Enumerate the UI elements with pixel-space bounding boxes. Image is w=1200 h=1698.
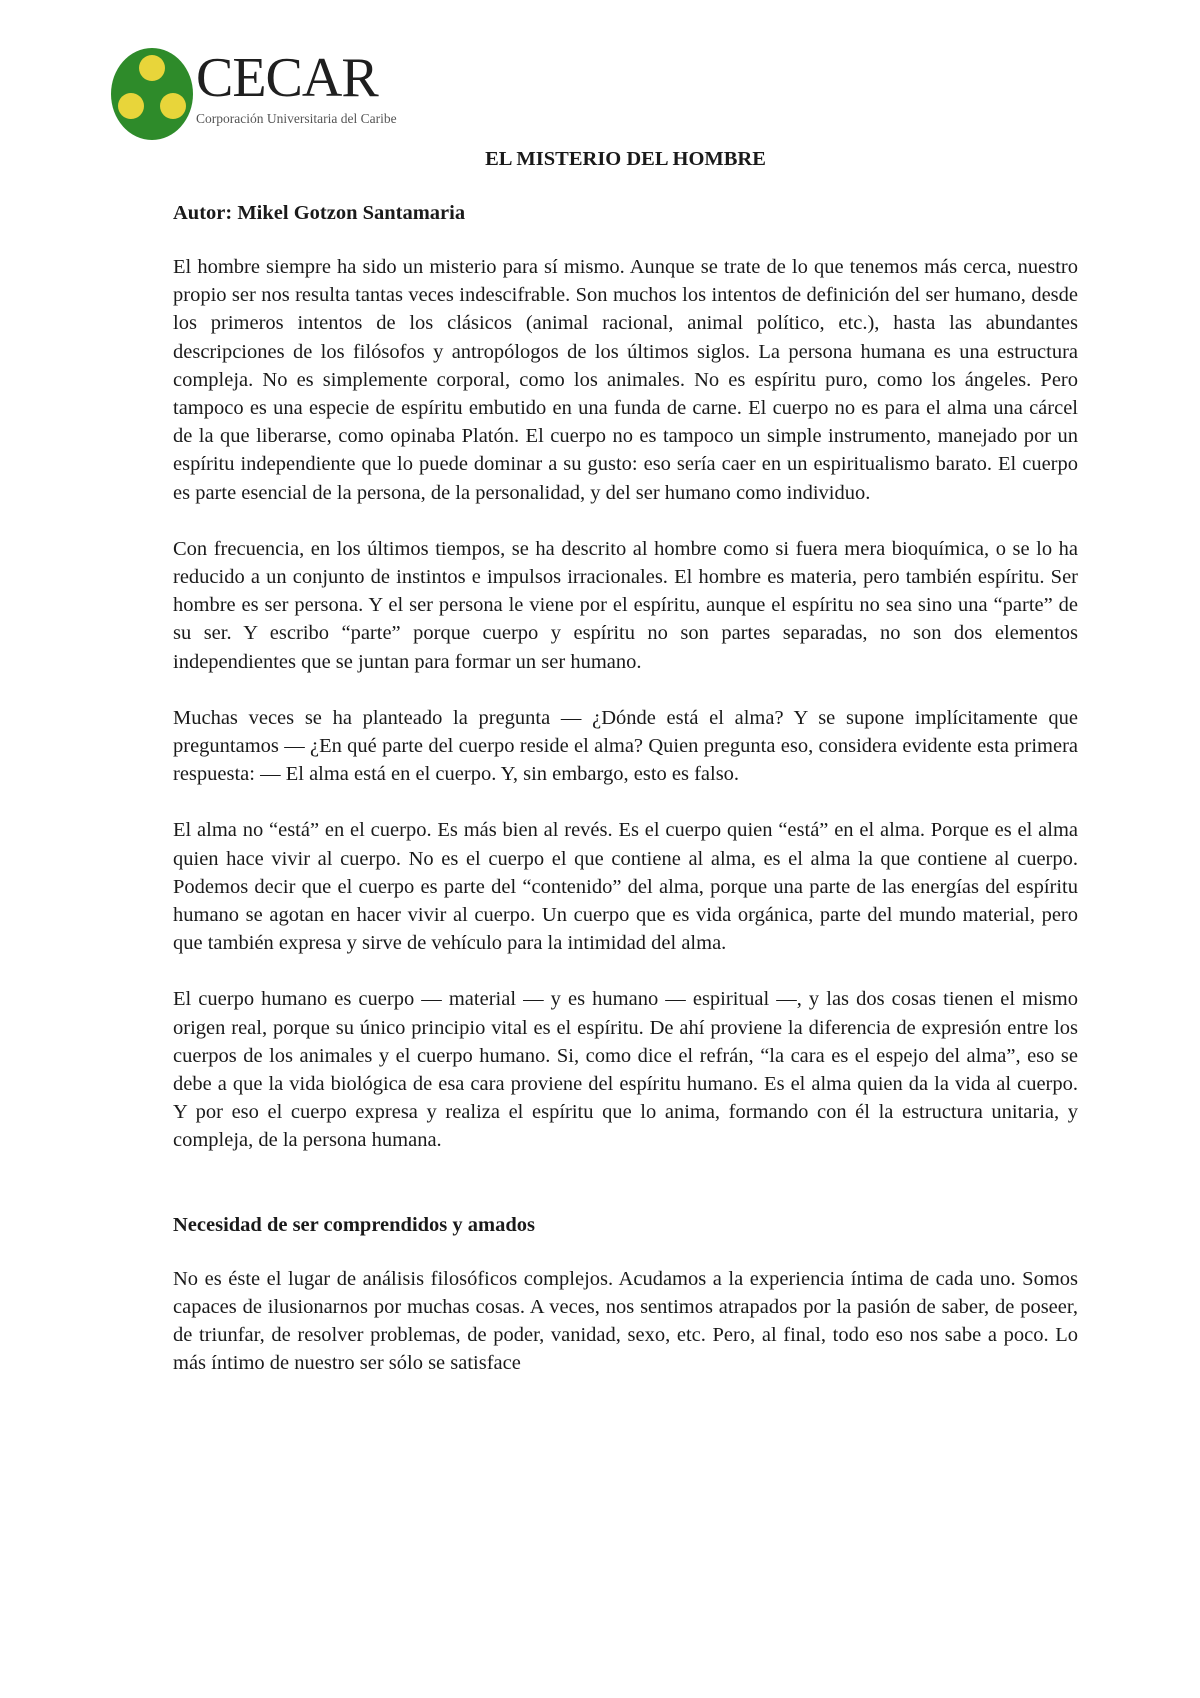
section-paragraph: No es éste el lugar de análisis filosóficos complejos. Acudamos a la experiencia íntima de cada uno. Somos capaces de ilusionarnos por muchas cosas. A veces, nos sentimos atrapados por la pasión de saber, de poseer, de triunfar, de resolver problemas, de poder, vanidad, sexo, etc. Pero, al final, todo eso nos sabe a poco. Lo más íntimo de nuestro ser sólo se satisface	[173, 1267, 1078, 1375]
paragraph-3: Muchas veces se ha planteado la pregunta — ¿Dónde está el alma? Y se supone implícitamente que preguntamos — ¿En qué parte del cuerpo reside el alma? Quien pregunta eso, considera evidente esta primera respuesta: — El alma está en el cuerpo. Y, sin embargo, esto es falso.	[173, 706, 1078, 786]
cecar-logo	[108, 44, 397, 144]
paragraph-2: Con frecuencia, en los últimos tiempos, se ha descrito al hombre como si fuera mera bioquímica, o se lo ha reducido a un conjunto de instintos e impulsos irracionales. El hombre es materia, pero también espíritu. Ser hombre es ser persona. Y el ser persona le viene por el espíritu, aunque el espíritu no sea sino una “parte” de su ser. Y escribo “parte” porque cuerpo y espíritu no son partes separadas, no son dos elementos independientes que se juntan para formar un ser humano.	[173, 537, 1078, 673]
paragraph-1: El hombre siempre ha sido un misterio para sí mismo. Aunque se trate de lo que tenemos más cerca, nuestro propio ser nos resulta tantas veces indescifrable. Son muchos los intentos de definición del ser humano, desde los primeros intentos de los clásicos (animal racional, animal político, etc.), hasta las abundantes descripciones de los filósofos y antropólogos de los últimos siglos. La persona humana es una estructura compleja. No es simplemente corporal, como los animales. No es espíritu puro, como los ángeles. Pero tampoco es una especie de espíritu embutido en una funda de carne. El cuerpo no es para el alma una cárcel de la que liberarse, como opinaba Platón. El cuerpo no es tampoco un simple instrumento, manejado por un espíritu independiente que lo puede dominar a su gusto: eso sería caer en un espiritualismo barato. El cuerpo es parte esencial de la persona, de la personalidad, y del ser humano como individuo.	[173, 256, 1078, 504]
document-title: EL MISTERIO DEL HOMBRE	[485, 148, 766, 170]
author-line: Autor: Mikel Gotzon Santamaria	[173, 202, 466, 224]
paragraph-5: El cuerpo humano es cuerpo — material — y es humano — espiritual —, y las dos cosas tienen el mismo origen real, porque su único principio vital es el espíritu. De ahí proviene la diferencia de expresión entre los cuerpos de los animales y el cuerpo humano. Si, como dice el refrán, “la cara es el espejo del alma”, eso se debe a que la vida biológica de esa cara proviene del espíritu humano. Es el alma quien da la vida al cuerpo. Y por eso el cuerpo expresa y realiza el espíritu que lo anima, formando con él la estructura unitaria, y compleja, de la persona humana.	[173, 988, 1078, 1152]
document-body	[173, 145, 1078, 1406]
paragraph-4: El alma no “está” en el cuerpo. Es más bien al revés. Es el cuerpo quien “está” en el alma. Porque es el alma quien hace vivir al cuerpo. No es el cuerpo el que contiene al alma, es el alma la que contiene al cuerpo. Podemos decir que el cuerpo es parte del “contenido” del alma, porque una parte de las energías del espíritu humano se agotan en hacer vivir al cuerpo. Un cuerpo que es vida orgánica, parte del mundo material, pero que también expresa y sirve de vehículo para la intimidad del alma.	[173, 819, 1078, 955]
logo-subtitle: Corporación Universitaria del Caribe	[196, 111, 397, 126]
cecar-emblem-icon	[108, 44, 200, 144]
section-heading: Necesidad de ser comprendidos y amados	[173, 1213, 535, 1236]
logo-wordmark: CECAR	[196, 47, 378, 109]
